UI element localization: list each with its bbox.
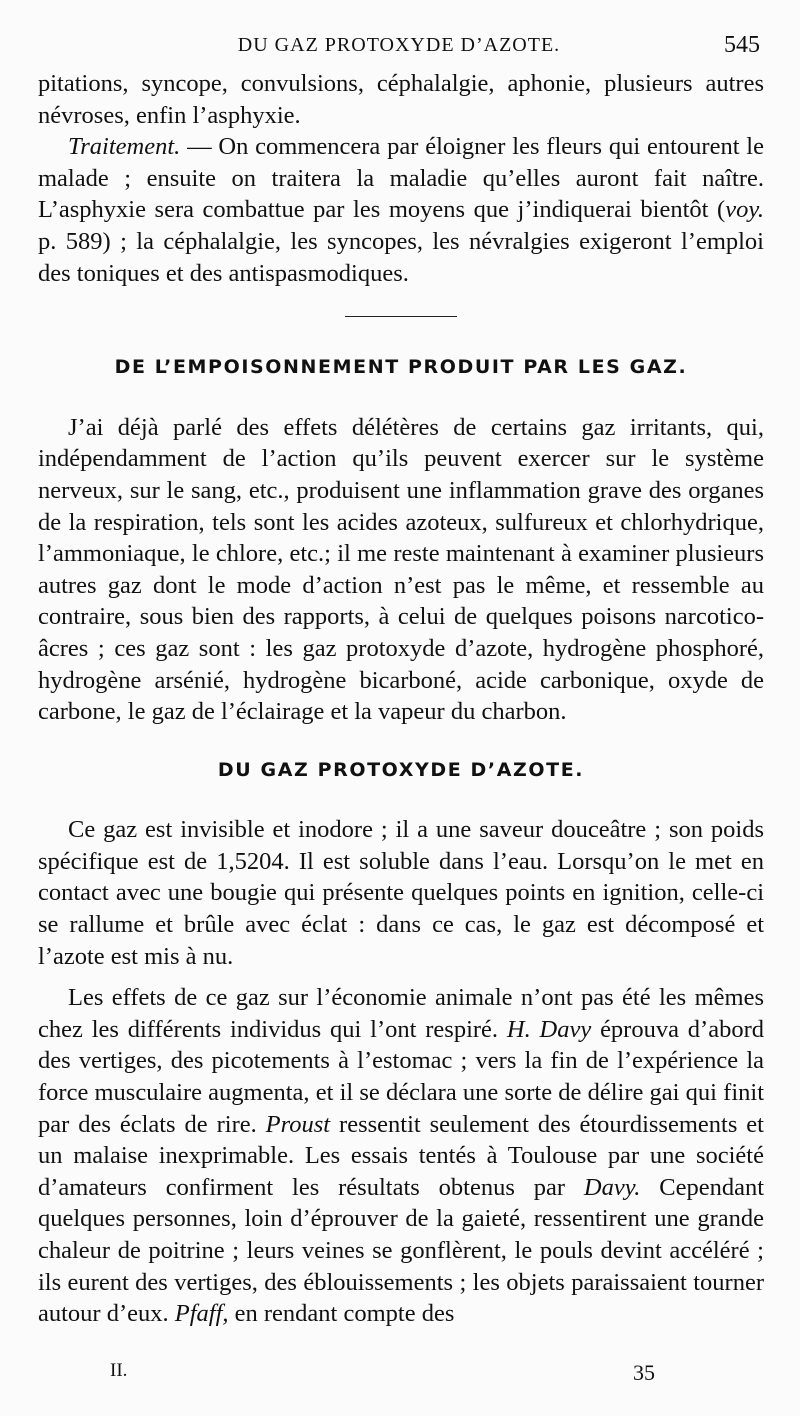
text-run: ressentit seulement des étourdissements et un malaise inexprimable. Les essais tentés à Toulouse par une société d’amateurs confirment les résultats obtenus par bbox=[38, 1110, 764, 1201]
voy-abbrev: voy. bbox=[725, 196, 764, 224]
body-text bbox=[38, 68, 764, 1330]
running-head bbox=[38, 32, 760, 68]
gas-properties-paragraph: Ce gaz est invisible et inodore ; il a une saveur douceâtre ; son poids spécifique est de 1,5204. Il est soluble dans l’eau. Lorsqu’on le met en contact avec une bougie qui présente quelques points en ignition, celle-ci se rallume et brûle avec éclat : dans ce cas, le gaz est décomposé et l’azote est mis à nu. bbox=[38, 816, 764, 970]
section-paragraph: J’ai déjà parlé des effets délétères de certains gaz irritants, qui, indépendamment de l’action qu’ils peuvent exercer sur le système nerveux, sur le sang, etc., produisent une inflammation grave des organes de la respiration, tels sont les acides azoteux, sulfureux et chlorhydrique, l’ammoniaque, le chlore, etc.; il me reste maintenant à examiner plusieurs autres gaz dont le mode d’action n’est pas le même, et ressemble au contraire, sous bien des rapports, à celui de quelques poisons narcotico-âcres ; ces gaz sont : les gaz protoxyde d’azote, hydrogène phosphoré, hydrogène arsénié, hydrogène bicarboné, acide carbonique, oxyde de carbone, le gaz de l’éclairage et la vapeur du charbon. bbox=[38, 413, 764, 726]
text-run: en rendant compte des bbox=[228, 1300, 455, 1328]
running-head-title: DU GAZ PROTOXYDE D’AZOTE. bbox=[237, 34, 561, 56]
treatment-label: Traitement. bbox=[68, 133, 181, 161]
subsection-heading: DU GAZ PROTOXYDE D’AZOTE. bbox=[217, 758, 585, 781]
gas-effects-paragraph bbox=[38, 982, 764, 1330]
section-divider bbox=[345, 316, 457, 317]
treatment-text-end: p. 589) ; la céphalalgie, les syncopes, les névralgies exigeront l’emploi des toniques et des antispasmodiques. bbox=[38, 227, 764, 287]
author-davy: Davy. bbox=[583, 1173, 641, 1201]
author-pfaff: Pfaff, bbox=[174, 1300, 229, 1328]
text-run: Les effets de ce gaz sur l’économie animale n’ont pas été les mêmes chez les différents individus qui l’ont respiré. bbox=[38, 984, 764, 1043]
gathering-number: 35 bbox=[633, 1360, 655, 1385]
author-proust: Proust bbox=[265, 1110, 331, 1138]
page-footer bbox=[38, 1360, 760, 1390]
section-heading: DE L’EMPOISONNEMENT PRODUIT PAR LES GAZ. bbox=[114, 356, 688, 379]
treatment-text: — On commencera par éloigner les fleurs qui entourent le malade ; ensuite on traitera la maladie qu’elles auront fait naître. L’asphyxie sera combattue par les moyens que j’indiquerai bientôt ( bbox=[38, 133, 764, 224]
paragraph-text: pitations, syncope, convulsions, céphalalgie, aphonie, plusieurs autres névroses, enfin l’asphyxie. bbox=[38, 70, 764, 129]
page-number: 545 bbox=[724, 32, 760, 58]
paragraph-continuation bbox=[38, 68, 764, 131]
signature-mark: II. bbox=[110, 1360, 128, 1381]
paragraph-treatment bbox=[38, 131, 764, 289]
text-run: Cependant quelques personnes, loin d’éprouver de la gaieté, ressentirent une grande chaleur de poitrine ; leurs veines se gonflèrent, le pouls devint accéléré ; ils eurent des vertiges, des éblouissements ; les objets paraissaient tourner autour d’eux. bbox=[38, 1173, 764, 1328]
paragraph-gap bbox=[38, 972, 764, 982]
text-run: éprouva d’abord des vertiges, des picotements à l’estomac ; vers la fin de l’expérience la force musculaire augmenta, et il se déclara une sorte de délire gai qui finit par des éclats de rire. bbox=[38, 1015, 764, 1138]
author-davy: H. Davy bbox=[506, 1015, 592, 1043]
